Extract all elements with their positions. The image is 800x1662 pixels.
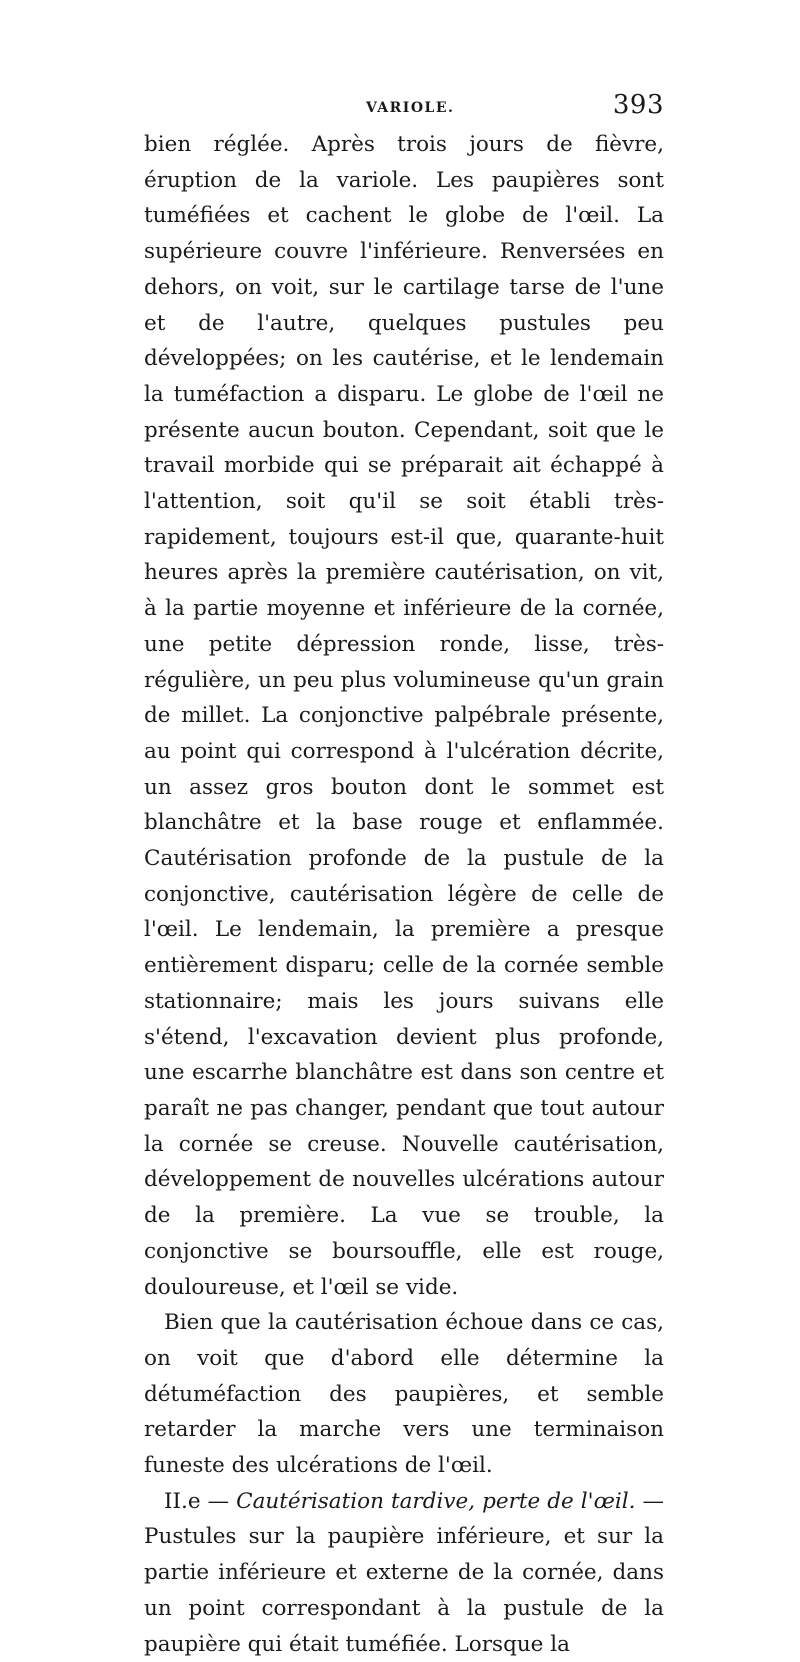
paragraph-case-two xyxy=(144,1484,664,1662)
page-header xyxy=(144,90,664,126)
running-head: VARIOLE. xyxy=(366,100,455,116)
body-text xyxy=(144,127,664,1662)
case-title: Cautérisation tardive, perte de l'œil. xyxy=(236,1488,636,1514)
paragraph-commentary: Bien que la cautérisation échoue dans ce cas, on voit que d'abord elle détermine la détuméfaction des paupières, et semble retarder la marche vers une terminaison funeste des ulcérations de l'œil. xyxy=(144,1310,664,1479)
case-number: II.e — xyxy=(164,1488,230,1514)
page-number: 393 xyxy=(612,90,664,120)
case-two-text: — Pustules sur la paupière inférieure, et sur la partie inférieure et externe de la cornée, dans un point correspondant à la pustule de la paupière qui était tuméfiée. Lorsque la xyxy=(144,1488,664,1657)
paragraph-case-description: bien réglée. Après trois jours de fièvre, éruption de la variole. Les paupières sont tuméfiées et cachent le globe de l'œil. La supérieure couvre l'inférieure. Renversées en dehors, on voit, sur le cartilage tarse de l'une et de l'autre, quelques pustules peu développées; on les cautérise, et le lendemain la tuméfaction a disparu. Le globe de l'œil ne présente aucun bouton. Cependant, soit que le travail morbide qui se préparait ait échappé à l'attention, soit qu'il se soit établi très-rapidement, toujours est-il que, quarante-huit heures après la première cautérisation, on vit, à la partie moyenne et inférieure de la cornée, une petite dépression ronde, lisse, très-régulière, un peu plus volumineuse qu'un grain de millet. La conjonctive palpébrale présente, au point qui correspond à l'ulcération décrite, un assez gros bouton dont le sommet est blanchâtre et la base rouge et enflammée. Cautérisation profonde de la pustule de la conjonctive, cautérisation légère de celle de l'œil. Le lendemain, la première a presque entièrement disparu; celle de la cornée semble stationnaire; mais les jours suivans elle s'étend, l'excavation devient plus profonde, une escarrhe blanchâtre est dans son centre et paraît ne pas changer, pendant que tout autour la cornée se creuse. Nouvelle cautérisation, développement de nouvelles ulcérations autour de la première. La vue se trouble, la conjonctive se boursouffle, elle est rouge, douloureuse, et l'œil se vide. xyxy=(144,132,664,1300)
